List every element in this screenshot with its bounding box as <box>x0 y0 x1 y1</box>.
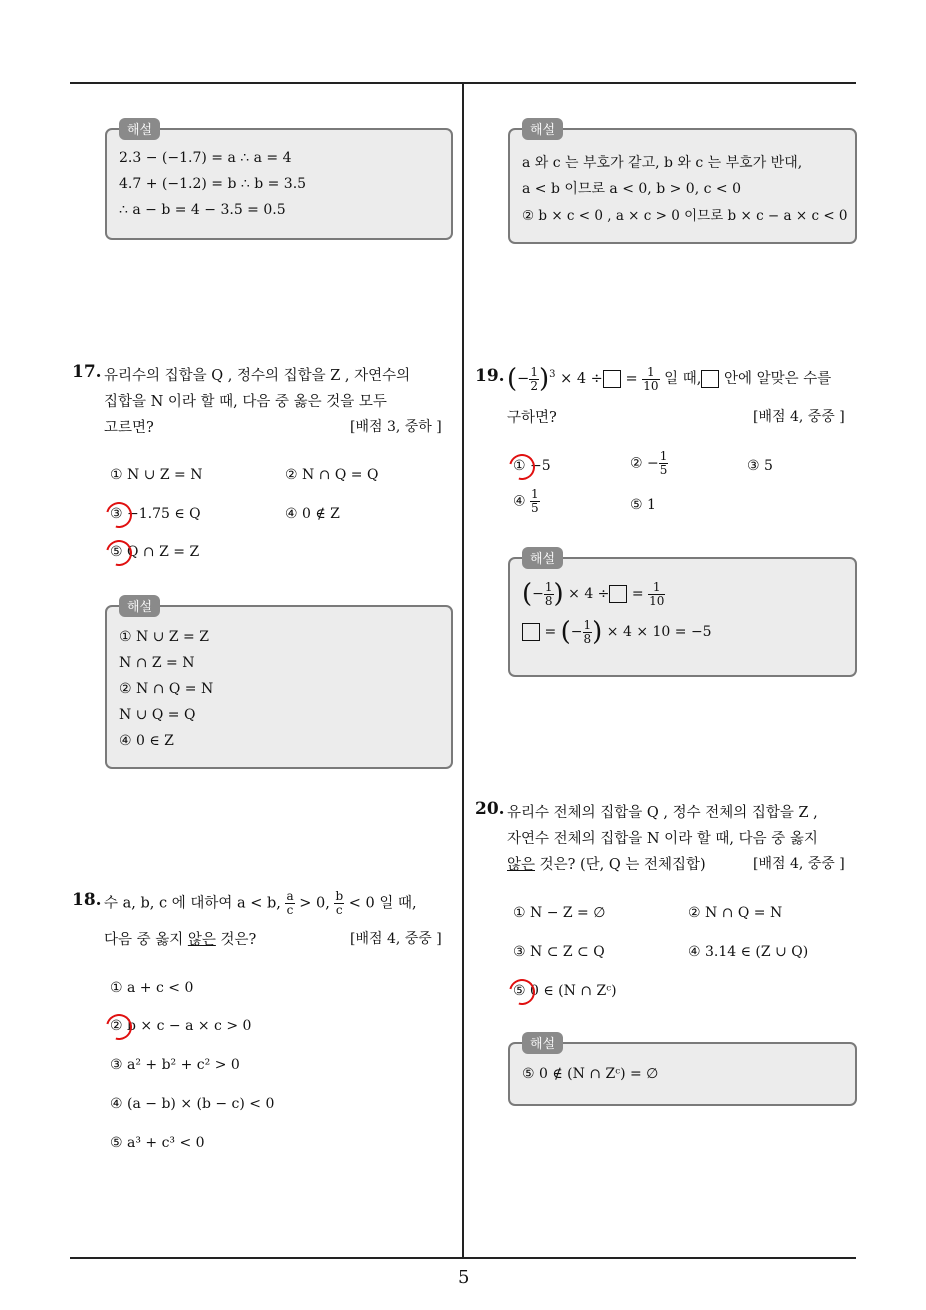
q18-option-1[interactable]: ① a + c < 0 <box>110 980 194 996</box>
q20-option-1[interactable]: ① N − Z = ∅ <box>513 905 606 921</box>
solution-box-17 <box>105 600 453 769</box>
question-17-score: [배점 3, 중하 ] <box>350 419 442 435</box>
q17-option-5[interactable]: ⑤ Q ∩ Z = Z <box>110 544 200 560</box>
solution-box-16 <box>105 123 453 240</box>
blank-box <box>522 623 540 641</box>
solution-tag: 해설 <box>522 547 563 569</box>
fraction: $\frac{1}{8}$ <box>544 579 553 608</box>
solution-line: (− $\frac{1}{8}$ ) × 4 ÷ = $\frac{1}{10}$ <box>522 579 665 609</box>
question-19-line-1: (− $\frac{1}{2}$ )$^3$ × 4 ÷ = $\frac{1}{10}$ 일 때, 안에 알맞은 수를 <box>507 364 832 394</box>
solution-tag: 해설 <box>522 1032 563 1054</box>
solution-tag: 해설 <box>119 118 160 140</box>
underlined-word: 않은 <box>507 857 536 873</box>
q19-option-2[interactable]: ② − $\frac{1}{5}$ <box>630 449 668 477</box>
question-number-18: 18. <box>72 890 102 910</box>
solution-line: = (− $\frac{1}{8}$ ) × 4 × 10 = −5 <box>522 617 712 647</box>
answer-mark <box>101 535 137 571</box>
fraction-a-over-c: $\frac{a}{c}$ <box>286 889 294 917</box>
solution-tag: 해설 <box>522 118 563 140</box>
question-18-line-2: 다음 중 옳지 않은 것은? <box>104 932 257 948</box>
fraction: $\frac{1}{8}$ <box>583 617 592 646</box>
q20-option-4[interactable]: ④ 3.14 ∈ (Z ∪ Q) <box>688 944 809 960</box>
solution-line: N ∩ Z = N <box>119 655 195 671</box>
solution-line: ② N ∩ Q = N <box>119 681 214 697</box>
q18-text: 수 a, b, c 에 대하여 a < b, <box>104 895 281 912</box>
solution-line: 4.7 + (−1.2) = b ∴ b = 3.5 <box>119 176 307 192</box>
q19-option-3[interactable]: ③ 5 <box>747 458 773 474</box>
fraction-b-over-c: $\frac{b}{c}$ <box>335 889 344 917</box>
q18-option-4[interactable]: ④ (a − b) × (b − c) < 0 <box>110 1096 275 1112</box>
fraction: $\frac{1}{5}$ <box>531 487 539 515</box>
blank-box <box>603 370 621 388</box>
question-18-line-1 <box>104 890 417 917</box>
answer-mark <box>101 497 137 533</box>
q19-option-1[interactable]: ① −5 <box>513 458 551 474</box>
solution-line: a 와 c 는 부호가 같고, b 와 c 는 부호가 반대, <box>522 155 803 171</box>
blank-box <box>609 585 627 603</box>
q18-text: < 0 일 때, <box>348 895 417 912</box>
solution-line: ② b × c < 0 , a × c > 0 이므로 b × c − a × c < 0 <box>522 208 848 224</box>
column-divider <box>462 82 464 1258</box>
q18-option-5[interactable]: ⑤ a³ + c³ < 0 <box>110 1135 205 1151</box>
solution-box-19 <box>508 552 857 677</box>
underlined-word: 않은 <box>187 932 216 948</box>
solution-line: ∴ a − b = 4 − 3.5 = 0.5 <box>119 202 286 218</box>
question-20-line: 유리수 전체의 집합을 Q , 정수 전체의 집합을 Z , <box>507 805 818 821</box>
question-19-score: [배점 4, 중중 ] <box>753 409 845 425</box>
fraction: $\frac{1}{2}$ <box>530 364 538 393</box>
solution-tag: 해설 <box>119 595 160 617</box>
question-number-19: 19. <box>475 366 505 386</box>
question-20-line-3: 않은 것은? (단, Q 는 전체집합) <box>507 857 706 873</box>
fraction: $\frac{1}{10}$ <box>643 364 659 393</box>
page-number: 5 <box>458 1267 470 1288</box>
q19-option-4[interactable]: ④ $\frac{1}{5}$ <box>513 487 539 515</box>
q20-option-3[interactable]: ③ N ⊂ Z ⊂ Q <box>513 944 605 960</box>
solution-line: ① N ∪ Z = Z <box>119 629 209 645</box>
question-18-score: [배점 4, 중중 ] <box>350 931 442 947</box>
solution-box-20 <box>508 1037 857 1106</box>
question-17-line: 집합을 N 이라 할 때, 다음 중 옳은 것을 모두 <box>104 394 387 410</box>
q17-option-3[interactable]: ③ −1.75 ∈ Q <box>110 506 201 522</box>
q17-option-1[interactable]: ① N ∪ Z = N <box>110 467 203 483</box>
fraction: $\frac{1}{5}$ <box>659 449 668 477</box>
q19-option-5[interactable]: ⑤ 1 <box>630 497 656 513</box>
q18-option-2[interactable]: ② b × c − a × c > 0 <box>110 1018 252 1034</box>
fraction: $\frac{1}{10}$ <box>649 579 665 608</box>
solution-line: ⑤ 0 ∉ (N ∩ Zᶜ) = ∅ <box>522 1066 659 1082</box>
answer-mark <box>504 449 540 485</box>
solution-line: a < b 이므로 a < 0, b > 0, c < 0 <box>522 181 741 197</box>
question-number-20: 20. <box>475 799 505 819</box>
question-number-17: 17. <box>72 362 102 382</box>
q17-option-4[interactable]: ④ 0 ∉ Z <box>285 506 340 522</box>
q18-option-3[interactable]: ③ a² + b² + c² > 0 <box>110 1057 240 1073</box>
answer-mark <box>504 974 540 1010</box>
q17-option-2[interactable]: ② N ∩ Q = Q <box>285 467 379 483</box>
q18-text: > 0, <box>299 895 330 912</box>
question-17-line: 고르면? <box>104 420 154 436</box>
blank-box <box>701 370 719 388</box>
question-20-score: [배점 4, 중중 ] <box>753 856 845 872</box>
q20-option-5[interactable]: ⑤ 0 ∈ (N ∩ Zᶜ) <box>513 983 617 999</box>
solution-line: 2.3 − (−1.7) = a ∴ a = 4 <box>119 150 292 166</box>
question-17-line: 유리수의 집합을 Q , 정수의 집합을 Z , 자연수의 <box>104 368 411 384</box>
question-19-line-2: 구하면? <box>507 410 557 426</box>
bottom-rule <box>70 1257 856 1259</box>
solution-box-18 <box>508 123 857 244</box>
solution-line: ④ 0 ∈ Z <box>119 733 174 749</box>
solution-line: N ∪ Q = Q <box>119 707 196 723</box>
answer-mark <box>101 1009 137 1045</box>
q20-option-2[interactable]: ② N ∩ Q = N <box>688 905 783 921</box>
question-20-line: 자연수 전체의 집합을 N 이라 할 때, 다음 중 옳지 <box>507 831 818 847</box>
